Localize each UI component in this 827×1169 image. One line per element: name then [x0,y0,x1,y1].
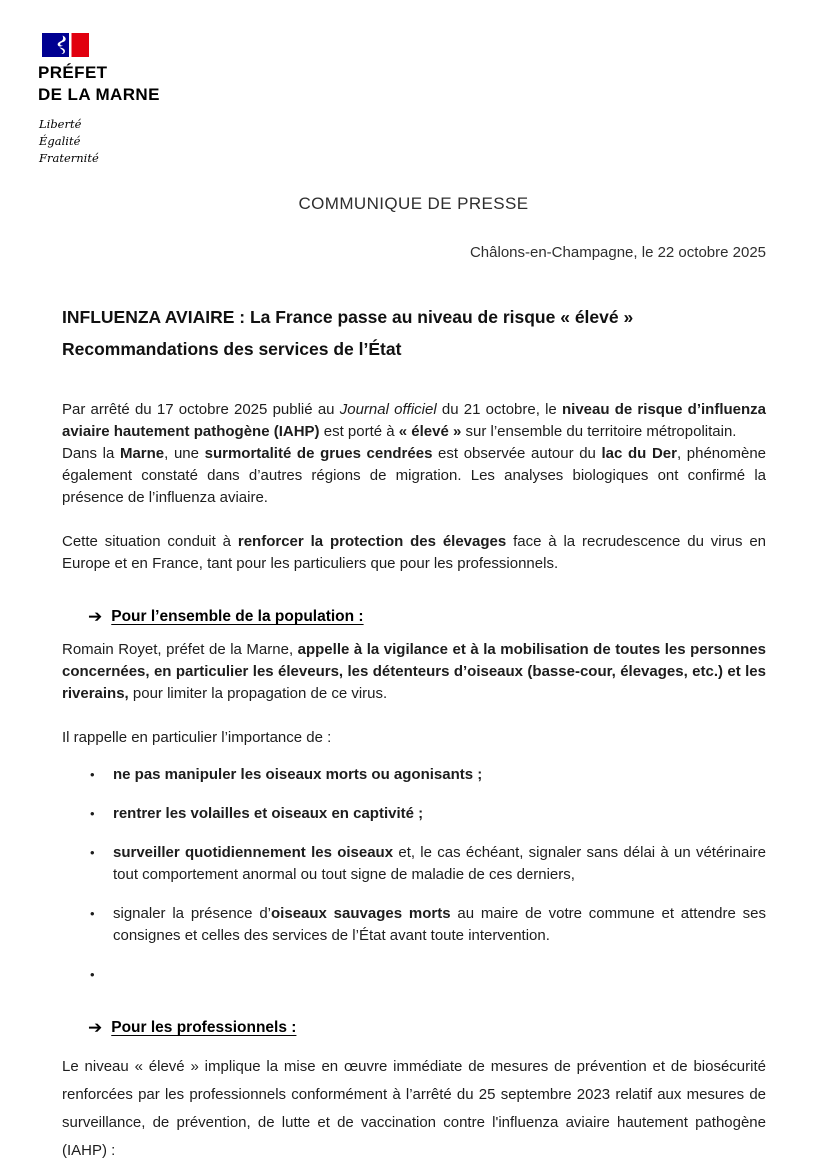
section-heading-population-label: Pour l’ensemble de la population : [111,608,364,625]
list-item-text: ne pas manipuler les oiseaux morts ou agonisants ; [113,766,483,783]
list-item [90,903,766,947]
list-item-text [113,964,766,986]
paragraph-arrete: Par arrêté du 17 octobre 2025 publié au Journal officiel du 21 octobre, le niveau de risque d’influenza aviaire hautement pathogène (IAHP) est porté à « élevé » sur l’ensemble du territoire métropolitain. [62,401,766,440]
arrow-icon: ➔ [88,607,103,626]
main-content [62,307,766,1165]
prefecture-logo [38,33,160,167]
paragraph-marne: Dans la Marne, une surmortalité de grues cendrées est observée autour du lac du Der, phénomène également constaté dans d’autres régions de migration. Les analyses biologiques ont confirmé la présence de l’influenza aviaire. [62,445,766,506]
section-heading-professionnels-label: Pour les professionnels : [111,1019,297,1036]
republic-motto [39,116,160,167]
bullet-marker: • [90,767,95,782]
list-item [90,764,766,786]
paragraph-niveau-eleve: Le niveau « élevé » implique la mise en œuvre immédiate de mesures de prévention et de biosécurité renforcées par les professionnels conformément à l’arrêté du 25 septembre 2023 relatif aux mesures de surveillance, de prévention, de lutte et de vaccination contre l'influenza aviaire hautement pathogène (IAHP) : [62,1058,766,1159]
motto-fraternite: Fraternité [39,151,99,165]
dateline: Châlons-en-Champagne, le 22 octobre 2025 [469,244,766,261]
bullet-marker: • [90,845,95,860]
paragraph-importance: Il rappelle en particulier l’importance de : [62,729,332,746]
list-item-text: surveiller quotidiennement les oiseaux et, le cas échéant, signaler sans délai à un vétérinaire tout comportement anormal ou tout signe de maladie de ces derniers, [113,844,766,883]
prefecture-name [38,62,160,106]
list-item-text: rentrer les volailles et oiseaux en captivité ; [113,805,424,822]
prefecture-name-line1: PRÉFET [38,63,108,82]
list-item-empty [90,964,766,986]
paragraph-prefet: Romain Royet, préfet de la Marne, appelle à la vigilance et à la mobilisation de toutes les personnes concernées, en particulier les éleveurs, les détenteurs d’oiseaux (basse-cour, élevages, etc.) et les riverains, pour limiter la propagation de ce virus. [62,641,766,702]
list-item [90,803,766,825]
bullet-marker: • [90,906,95,921]
prefecture-name-line2: DE LA MARNE [38,85,160,104]
section-heading-population [88,606,766,626]
recommendations-list [62,764,766,986]
motto-liberte: Liberté [39,117,82,131]
motto-egalite: Égalité [39,134,81,148]
section-heading-professionnels [88,1017,766,1037]
headline-line2: Recommandations des services de l’État [62,339,402,359]
french-flag-marianne-icon [42,33,89,57]
document-type-title: COMMUNIQUE DE PRESSE [298,194,529,213]
paragraph-situation: Cette situation conduit à renforcer la protection des élevages face à la recrudescence du virus en Europe et en France, tant pour les particuliers que pour les professionnels. [62,533,766,572]
list-item [90,842,766,886]
headline-line1: INFLUENZA AVIAIRE : La France passe au niveau de risque « élevé » [62,307,634,327]
list-item-text: signaler la présence d’oiseaux sauvages morts au maire de votre commune et attendre ses consignes et celles des services de l’État avant toute intervention. [113,905,766,944]
bullet-marker: • [90,806,95,821]
bullet-marker: • [90,967,95,982]
arrow-icon: ➔ [88,1018,103,1037]
